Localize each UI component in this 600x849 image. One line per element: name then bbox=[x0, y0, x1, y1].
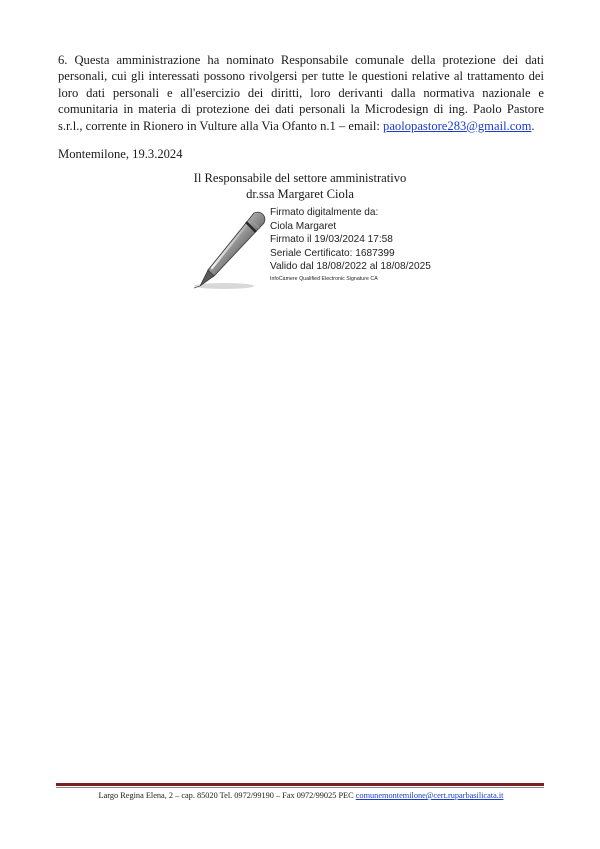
signer-role: Il Responsabile del settore amministrativo bbox=[193, 171, 407, 185]
paragraph-text: 6. Questa amministrazione ha nominato Responsabile comunale della protezione dei dati personali, cui gli interessati possono rivolgersi per tutte le questioni relative al trattamento dei loro dati personali e all'esercizio dei diritti, loro derivanti dalla normativa nazionale e comunitaria in materia di protezione dei dati personali la Microdesign di ing. Paolo Pastore s.r.l., corrente in Rionero in Vulture alla Via Ofanto n.1 – email: bbox=[58, 53, 544, 133]
signature-details bbox=[270, 206, 431, 284]
digital-signature-stamp bbox=[190, 206, 450, 292]
place-date: Montemilone, 19.3.2024 bbox=[58, 147, 183, 161]
footer-rule bbox=[56, 783, 544, 786]
signature-signed-by-label: Firmato digitalmente da: bbox=[270, 207, 379, 218]
signer-name: dr.ssa Margaret Ciola bbox=[246, 186, 354, 201]
footer-address bbox=[58, 790, 544, 801]
footer-text: Largo Regina Elena, 2 – cap. 85020 Tel. 0972/99190 – Fax 0972/99025 PEC bbox=[98, 791, 356, 800]
email-link[interactable]: paolopastore283@gmail.com bbox=[383, 118, 532, 133]
signature-ca: InfoCamere Qualified Electronic Signature CA bbox=[270, 275, 378, 282]
pec-email-link[interactable]: comunemontemilone@cert.ruparbasilicata.it bbox=[355, 791, 504, 800]
signature-certificate-serial: Seriale Certificato: 1687399 bbox=[270, 247, 395, 259]
signature-signed-date: Firmato il 19/03/2024 17:58 bbox=[270, 234, 393, 246]
pen-icon bbox=[190, 208, 270, 290]
signer-block bbox=[150, 171, 450, 202]
signature-validity: Valido dal 18/08/2022 al 18/08/2025 bbox=[270, 261, 431, 273]
privacy-paragraph bbox=[58, 52, 544, 134]
paragraph-end: . bbox=[531, 118, 535, 133]
signature-signer-name: Ciola Margaret bbox=[270, 220, 337, 232]
footer-rule-thin bbox=[56, 787, 544, 788]
